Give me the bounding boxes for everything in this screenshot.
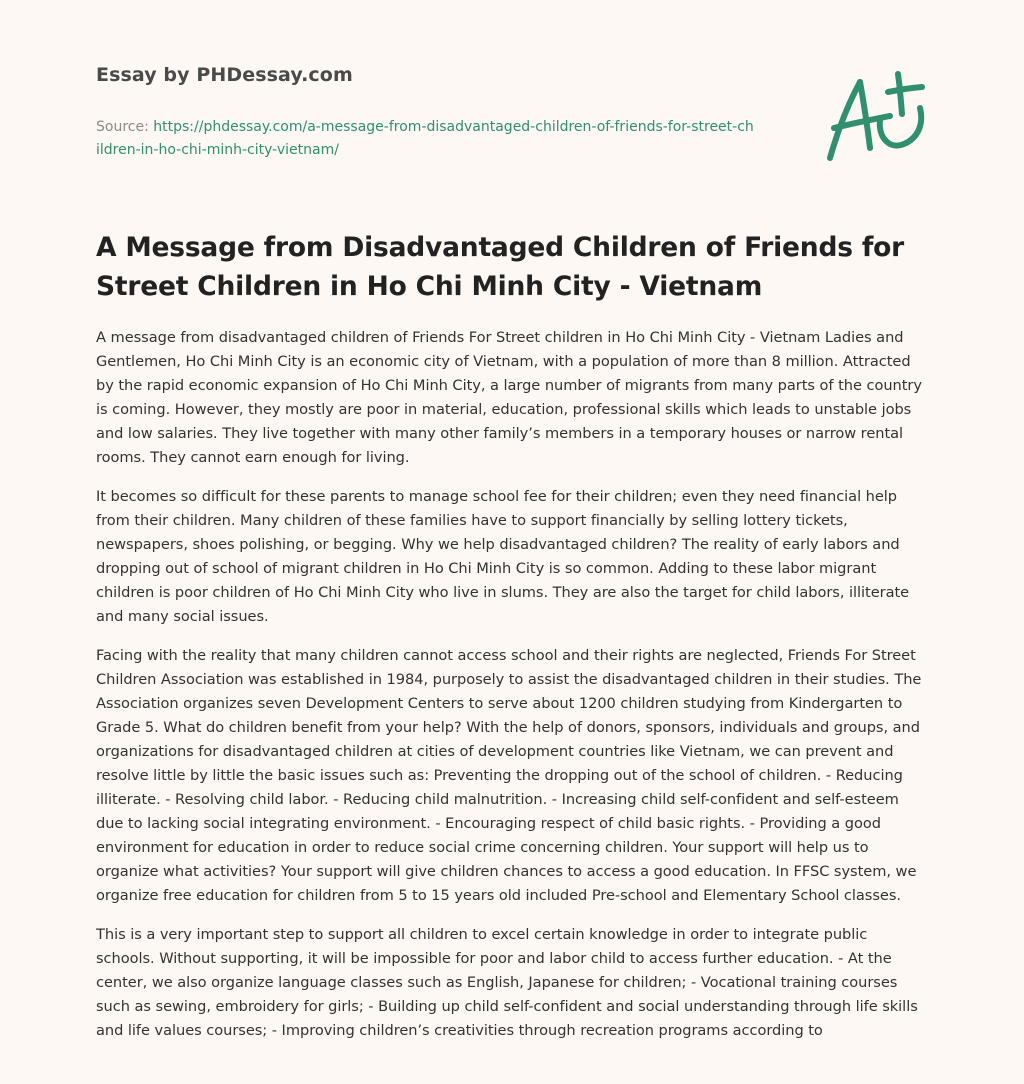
essay-paragraph: Facing with the reality that many children cannot access school and their rights are neglected, Friends For Street Children Association was established in 1984, purposely to assist the disadvantaged children in their studies. The Association organizes seven Development Centers to serve about 1200 children studying from Kindergarten to Grade 5. What do children benefit from your help? With the help of donors, sponsors, individuals and groups, and organizations for disadvantaged children at cities of development countries like Vietnam, we can prevent and resolve little by little the basic issues such as: Preventing the dropping out of the school of children. - Reducing illiterate. - Resolving child labor. - Reducing child malnutrition. - Increasing child self-confident and self-esteem due to lacking social integrating environment. - Encouraging respect of child basic rights. - Providing a good environment for education in order to reduce social crime concerning children. Your support will help us to organize what activities? Your support will give children chances to access a good education. In FFSC system, we organize free education for children from 5 to 15 years old included Pre-school and Elementary School classes. xyxy=(96,647,922,904)
site-title: Essay by PHDessay.com xyxy=(96,64,353,86)
essay-body xyxy=(96,326,930,1058)
essay-paragraph: A message from disadvantaged children of Friends For Street children in Ho Chi Minh City - Vietnam Ladies and Gentlemen, Ho Chi Minh City is an economic city of Vietnam, with a population of more than 8 million. Attracted by the rapid economic expansion of Ho Chi Minh City, a large number of migrants from many parts of the country is coming. However, they mostly are poor in material, education, professional skills which leads to unstable jobs and low salaries. They live together with many other family’s members in a temporary houses or narrow rental rooms. They cannot earn enough for living. xyxy=(96,329,922,466)
a-plus-logo-icon xyxy=(820,68,930,164)
essay-paragraph: It becomes so difficult for these parents to manage school fee for their children; even they need financial help from their children. Many children of these families have to support financially by selling lottery tickets, newspapers, shoes polishing, or begging. Why we help disadvantaged children? The reality of early labors and dropping out of school of migrant children in Ho Chi Minh City is so common. Adding to these labor migrant children is poor children of Ho Chi Minh City who live in slums. They are also the target for child labors, illiterate and many social issues. xyxy=(96,488,910,625)
essay-title: A Message from Disadvantaged Children of Friends for Street Children in Ho Chi Minh City - Vietnam xyxy=(96,232,905,302)
source-line xyxy=(96,116,756,162)
source-label: Source: xyxy=(96,119,149,135)
source-link[interactable]: https://phdessay.com/a-message-from-disadvantaged-children-of-friends-for-street-children-in-ho-chi-minh-city-vietnam/ xyxy=(96,119,754,158)
essay-paragraph: This is a very important step to support all children to excel certain knowledge in order to integrate public schools. Without supporting, it will be impossible for poor and labor child to access further education. - At the center, we also organize language classes such as English, Japanese for children; - Vocational training courses such as sewing, embroidery for girls; - Building up child self-confident and social understanding through life skills and life values courses; - Improving children’s creativities through recreation programs according to xyxy=(96,926,918,1039)
page-header xyxy=(96,64,930,1039)
